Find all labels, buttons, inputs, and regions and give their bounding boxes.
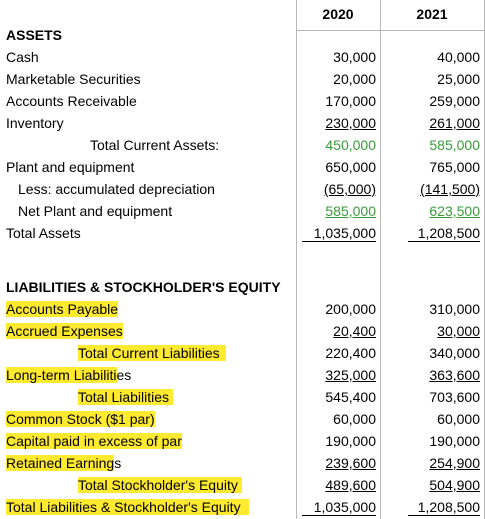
table-row xyxy=(0,46,485,68)
liabilities-title: LIABILITIES & STOCKHOLDER'S EQUITY xyxy=(6,279,281,295)
row-label xyxy=(6,496,249,518)
value-2020: 650,000 xyxy=(325,159,376,175)
highlighted-label: Retained Earning xyxy=(6,455,115,471)
table-row xyxy=(0,90,485,112)
highlighted-label: Long-term Liabiliti xyxy=(6,367,117,383)
total-assets-underline xyxy=(408,241,480,242)
table-row xyxy=(0,364,485,386)
year-2020-header: 2020 xyxy=(322,6,354,22)
value-2021: 1,208,500 xyxy=(417,499,480,515)
highlighted-label: Total Current Liabilities xyxy=(78,345,226,361)
value-2021: 259,000 xyxy=(429,93,480,109)
table-row xyxy=(0,408,485,430)
value-2020: 30,000 xyxy=(333,49,376,65)
value-2020: 230,000 xyxy=(325,115,376,131)
label-suffix: s xyxy=(114,455,122,471)
value-2020: 20,000 xyxy=(333,71,376,87)
row-label: Plant and equipment xyxy=(6,159,135,175)
header-row xyxy=(0,3,485,25)
highlighted-label: Total Liabilities & Stockholder's Equity xyxy=(6,499,249,515)
value-2021: 30,000 xyxy=(437,323,480,339)
year-2021-header: 2021 xyxy=(416,6,448,22)
row-label xyxy=(6,430,182,452)
value-2020: 585,000 xyxy=(325,203,376,219)
table-row xyxy=(0,112,485,134)
value-2021: (141,500) xyxy=(420,181,480,197)
table-row xyxy=(0,298,485,320)
liabilities-title-row xyxy=(0,276,485,298)
assets-title: ASSETS xyxy=(6,27,63,43)
value-2020: 60,000 xyxy=(333,411,376,427)
row-label xyxy=(6,364,131,386)
table-row xyxy=(0,474,485,496)
value-2021: 40,000 xyxy=(437,49,480,65)
table-row xyxy=(0,430,485,452)
table-row xyxy=(0,320,485,342)
value-2020: 450,000 xyxy=(325,137,376,153)
total-assets-underline xyxy=(302,241,376,242)
value-2021: 310,000 xyxy=(429,301,480,317)
value-2021: 623,500 xyxy=(429,203,480,219)
row-label xyxy=(78,474,242,496)
value-2020: 190,000 xyxy=(325,433,376,449)
value-2021: 261,000 xyxy=(429,115,480,131)
value-2021: 25,000 xyxy=(437,71,480,87)
table-row xyxy=(0,386,485,408)
row-label xyxy=(6,298,118,320)
highlighted-label: Accounts Payable xyxy=(6,301,119,317)
grand-total-underline xyxy=(302,515,376,516)
value-2021: 585,000 xyxy=(429,137,480,153)
value-2020: 1,035,000 xyxy=(313,225,376,241)
row-label xyxy=(78,386,173,408)
highlighted-label: Accrued Expenses xyxy=(6,323,123,339)
table-row xyxy=(0,452,485,474)
table-row xyxy=(0,200,485,222)
row-label: Cash xyxy=(6,49,39,65)
row-label xyxy=(6,408,155,430)
table-row xyxy=(0,342,485,364)
value-2020: 20,400 xyxy=(333,323,376,339)
row-label: Less: accumulated depreciation xyxy=(18,181,215,197)
value-2020: 545,400 xyxy=(325,389,376,405)
table-row xyxy=(0,156,485,178)
row-label: Inventory xyxy=(6,115,64,131)
highlighted-label: Total Stockholder's Equity xyxy=(78,477,242,493)
value-2020: 1,035,000 xyxy=(313,499,376,515)
highlighted-label: Common Stock ($1 par) xyxy=(6,411,155,427)
value-2021: 363,600 xyxy=(429,367,480,383)
value-2020: 200,000 xyxy=(325,301,376,317)
value-2021: 254,900 xyxy=(429,455,480,471)
value-2021: 703,600 xyxy=(429,389,480,405)
grand-total-underline xyxy=(408,515,480,516)
highlighted-label: Total Liabilities xyxy=(78,389,173,405)
value-2020: 239,600 xyxy=(325,455,376,471)
value-2020: 489,600 xyxy=(325,477,376,493)
value-2021: 765,000 xyxy=(429,159,480,175)
row-label xyxy=(6,452,121,474)
row-label xyxy=(78,342,226,364)
row-label: Net Plant and equipment xyxy=(18,203,173,219)
value-2020: 220,400 xyxy=(325,345,376,361)
value-2021: 504,900 xyxy=(429,477,480,493)
highlighted-label: Capital paid in excess of par xyxy=(6,433,182,449)
table-row xyxy=(0,178,485,200)
value-2020: (65,000) xyxy=(323,181,376,197)
value-2021: 1,208,500 xyxy=(417,225,480,241)
row-label: Total Assets xyxy=(6,225,81,241)
table-row xyxy=(0,134,485,156)
row-label: Marketable Securities xyxy=(6,71,141,87)
label-suffix: es xyxy=(116,367,132,383)
value-2021: 340,000 xyxy=(429,345,480,361)
table-row xyxy=(0,68,485,90)
value-2021: 190,000 xyxy=(429,433,480,449)
assets-title-row xyxy=(0,24,485,46)
value-2020: 170,000 xyxy=(325,93,376,109)
row-label: Total Current Assets: xyxy=(90,137,220,153)
value-2020: 325,000 xyxy=(325,367,376,383)
row-label xyxy=(6,320,123,342)
value-2021: 60,000 xyxy=(437,411,480,427)
row-label: Accounts Receivable xyxy=(6,93,137,109)
